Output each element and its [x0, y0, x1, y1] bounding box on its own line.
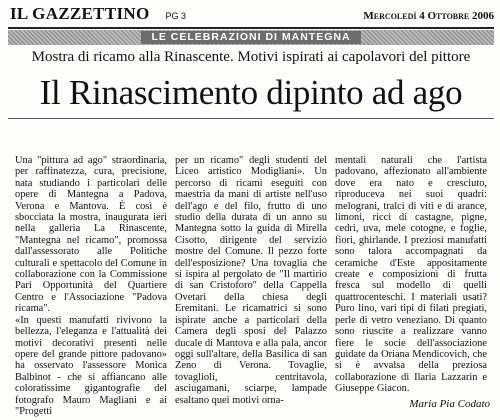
masthead-rule	[8, 27, 494, 29]
page-number: PG 3	[165, 11, 186, 21]
article-kicker: Mostra di ricamo alla Rinascente. Motivi ispirati ai capolavori del pittore	[31, 49, 471, 65]
author-byline: Maria Pia Codato	[409, 398, 490, 410]
section-band	[8, 30, 494, 45]
section-title: LE CELEBRAZIONI DI MANTEGNA	[141, 31, 360, 44]
article-headline: Il Rinascimento dipinto ad ago	[39, 73, 463, 112]
paragraph: Una "pittura ad ago" straordinaria, per raffinatezza, cura, precisione, nata studiando i particolari delle opere di Mantegna a Padova, Verona e Mantova. È così è sbocciata la mostra, inaugurata ieri nella galleria La Rinascente, "Mantegna nel ricamo", promossa dall'assessorato alle Politiche culturali e spettacolo del Comune in collaborazione con la Commissione Pari Opportunità del Quartiere Centro e l'Associazione "Padova ricama".	[15, 155, 167, 315]
article-column-1	[15, 155, 167, 417]
article-column-2	[175, 155, 327, 406]
paragraph: «In questi manufatti rivivono la bellezza, l'eleganza e l'attualità dei motivi decorativi presenti nelle opere del grande pittore padovano» ha osservato l'assessore Monica Balbinot - che si affiancano alle coloratissime gigantografie del fotografo Mauro Magliani e ai "Progetti	[15, 314, 167, 417]
article-column-3	[335, 155, 487, 395]
newspaper-name: IL GAZZETTINO	[10, 4, 150, 23]
headline-rule	[8, 118, 494, 119]
paragraph: mentali naturali che l'artista padovano, affezionato all'ambiente dove era nato e cresciuto, riproduceva nei suoi quadri: melograni, tralci di viti e di arance, limoni, ricci di castagne, pigne, cedri, uva, mele cotogne, e foglie, fiori, ghirlande. I preziosi manufatti sono talora accompagnati da ceramiche d'Este appositamente create e composizioni di frutta fresca sul modello di quelli quattrocenteschi. I materiali usati? Puro lino, vari tipi di filati pregiati, perle di vetro veneziano. Di quanto sono riuscite a realizzare vanno fiere le socie dell'associazione guidate da Oriana Mendicovich, che si è avvalsa della preziosa collaborazione di Ilaria Lazzarin e Giuseppe Giacon.	[335, 155, 487, 395]
publication-date: Mercoledì 4 Ottobre 2006	[363, 10, 494, 22]
paragraph: per un ricamo" degli studenti del Liceo artistico Modigliani». Un percorso di ricami eseguiti con maestria da mani di artiste nell'uso dell'ago e del filo, frutto di uno studio della durata di un anno su Mantegna sotto la guida di Mirella Cisotto, dirigente del servizio mostre del Comune. Il pezzo forte dell'esposizione? Una tovaglia che si ispira al pergolato de "Il martirio di san Cristoforo" della Cappella Ovetari della chiesa degli Eremitani. Le ricamatrici si sono ispirate anche a particolari della Camera degli sposi del Palazzo ducale di Mantova e alla pala, ancor oggi sull'altare, della Basilica di san Zeno di Verona. Tovaglie, tovaglioli, centritavola, asciugamani, sciarpe, lampade esaltano quei motivi orna-	[175, 155, 327, 406]
masthead	[10, 6, 494, 24]
